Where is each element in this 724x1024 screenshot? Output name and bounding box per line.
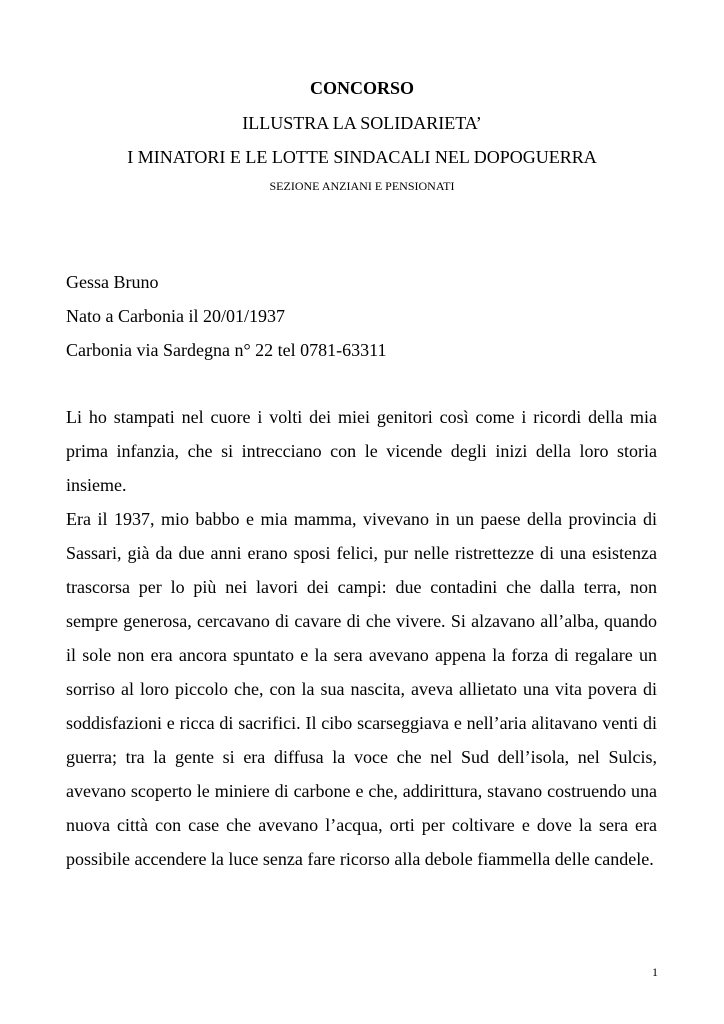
document-subtitle-solidarity: ILLUSTRA LA SOLIDARIETA’: [242, 113, 482, 133]
document-subtitle-miners: I MINATORI E LE LOTTE SINDACALI NEL DOPOGUERRA: [127, 147, 597, 167]
body-text: [66, 400, 657, 876]
document-title: CONCORSO: [309, 78, 414, 98]
author-address: Carbonia via Sardegna n° 22 tel 0781-63311: [66, 340, 387, 360]
author-name: Gessa Bruno: [66, 272, 159, 292]
paragraph-story: Era il 1937, mio babbo e mia mamma, vivevano in un paese della provincia di Sassari, già da due anni erano sposi felici, pur nelle ristrettezze di una esistenza trascorsa per lo più nei lavori dei campi: due contadini che dalla terra, non sempre generosa, cercavano di cavare di che vivere. Si alzavano all’alba, quando il sole non era ancora spuntato e la sera avevano appena la forza di regalare un sorriso al loro piccolo che, con la sua nascita, aveva allietato una vita povera di soddisfazioni e ricca di sacrifici. Il cibo scarseggiava e nell’aria alitavano venti di guerra; tra la gente si era diffusa la voce che nel Sud dell’isola, nel Sulcis, avevano scoperto le miniere di carbone e che, addirittura, stavano costruendo una nuova città con case che avevano l’acqua, orti per coltivare e dove la sera era possibile accendere la luce senza fare ricorso alla debole fiammella delle candele.: [66, 509, 657, 869]
document-section-label: SEZIONE ANZIANI E PENSIONATI: [269, 179, 455, 193]
author-birth: Nato a Carbonia il 20/01/1937: [66, 306, 285, 326]
paragraph-intro: Li ho stampati nel cuore i volti dei miei genitori così come i ricordi della mia prima infanzia, che si intrecciano con le vicende degli inizi della loro storia insieme.: [66, 407, 657, 495]
page-number: 1: [652, 965, 658, 979]
